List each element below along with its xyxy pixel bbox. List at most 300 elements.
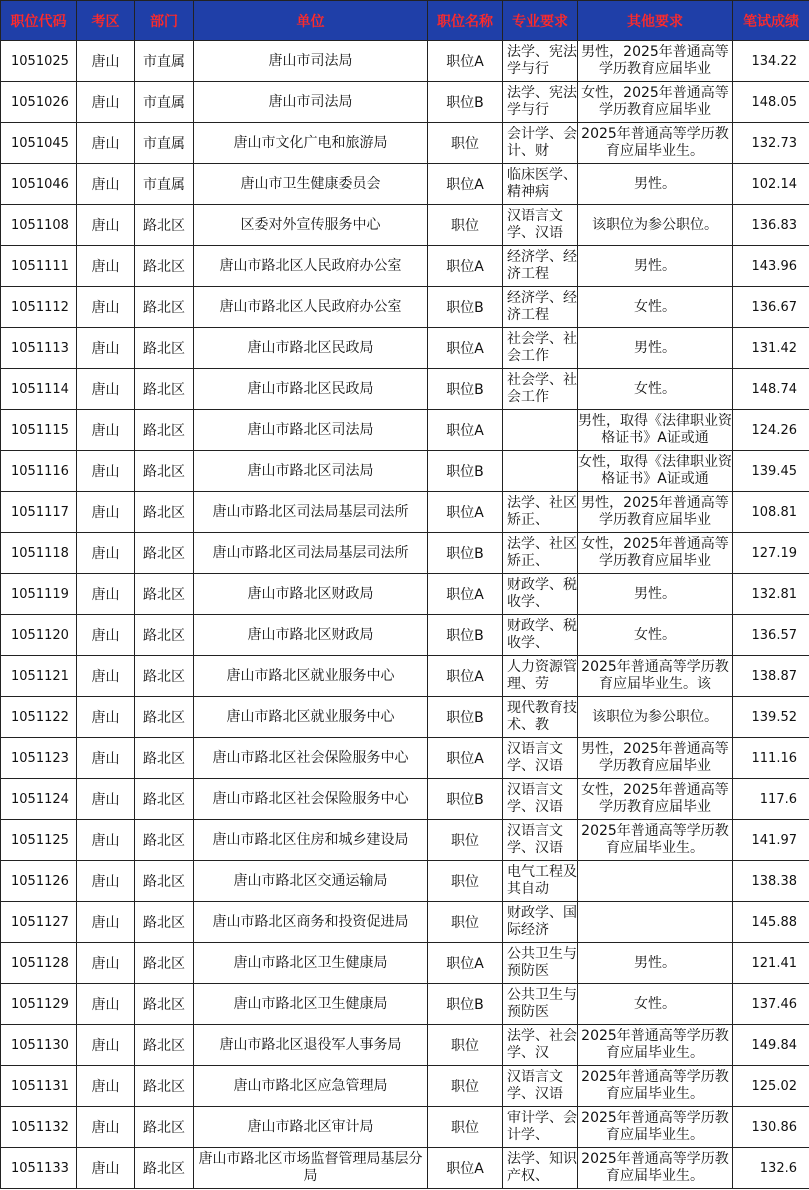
cell-code: 1051129 [1, 984, 77, 1025]
table-row [1, 82, 809, 123]
cell-other [578, 1107, 733, 1148]
cell-position: 职位B [428, 697, 503, 738]
cell-major-text: 汉语言文学、汉语 [507, 782, 563, 815]
cell-area: 唐山 [77, 1148, 135, 1189]
cell-code: 1051112 [1, 287, 77, 328]
cell-other [578, 123, 733, 164]
cell-other [578, 369, 733, 410]
table-row [1, 902, 809, 943]
cell-dept: 路北区 [135, 492, 194, 533]
cell-major-text: 社会学、社会工作 [507, 372, 577, 405]
cell-major [503, 861, 578, 902]
cell-unit: 唐山市路北区人民政府办公室 [194, 287, 428, 328]
cell-unit: 唐山市路北区就业服务中心 [194, 697, 428, 738]
cell-major [503, 410, 578, 451]
header-unit: 单位 [194, 1, 428, 41]
cell-other [578, 41, 733, 82]
cell-major-text: 汉语言文学、汉语 [507, 1069, 563, 1102]
cell-other-text: 男性，2025年普通高等学历教育应届毕业 [581, 44, 729, 77]
cell-major [503, 369, 578, 410]
header-score: 笔试成绩 [733, 1, 809, 41]
cell-code: 1051118 [1, 533, 77, 574]
cell-major [503, 1148, 578, 1189]
cell-position: 职位B [428, 451, 503, 492]
cell-area: 唐山 [77, 738, 135, 779]
cell-score: 127.19 [733, 533, 809, 574]
cell-other-text: 女性，2025年普通高等学历教育应届毕业 [581, 536, 729, 569]
cell-major-text: 电气工程及其自动 [507, 864, 577, 897]
cell-area: 唐山 [77, 779, 135, 820]
cell-major-text: 法学、社区矫正、 [507, 536, 577, 569]
cell-area: 唐山 [77, 1025, 135, 1066]
cell-major [503, 328, 578, 369]
table-row [1, 1107, 809, 1148]
cell-score: 121.41 [733, 943, 809, 984]
cell-code: 1051127 [1, 902, 77, 943]
cell-dept: 市直属 [135, 41, 194, 82]
cell-dept: 路北区 [135, 287, 194, 328]
cell-major [503, 205, 578, 246]
table-row [1, 1148, 809, 1189]
cell-major-text: 会计学、会计、财 [507, 126, 577, 159]
cell-other-text: 2025年普通高等学历教育应届毕业生。 [581, 823, 729, 856]
cell-major-text: 经济学、经济工程 [507, 249, 577, 282]
cell-dept: 路北区 [135, 984, 194, 1025]
cell-area: 唐山 [77, 369, 135, 410]
cell-area: 唐山 [77, 328, 135, 369]
cell-major [503, 492, 578, 533]
cell-major [503, 820, 578, 861]
cell-other [578, 246, 733, 287]
cell-major [503, 1066, 578, 1107]
cell-code: 1051117 [1, 492, 77, 533]
cell-other-text: 2025年普通高等学历教育应届毕业生。该 [581, 659, 729, 692]
cell-dept: 路北区 [135, 820, 194, 861]
cell-other-text: 男性。 [634, 585, 676, 602]
table-row [1, 287, 809, 328]
cell-unit: 唐山市路北区退役军人事务局 [194, 1025, 428, 1066]
cell-position: 职位B [428, 779, 503, 820]
cell-position: 职位B [428, 369, 503, 410]
cell-position: 职位 [428, 205, 503, 246]
cell-other [578, 82, 733, 123]
cell-score: 141.97 [733, 820, 809, 861]
cell-code: 1051113 [1, 328, 77, 369]
cell-dept: 路北区 [135, 205, 194, 246]
cell-score: 139.45 [733, 451, 809, 492]
cell-major [503, 287, 578, 328]
table-row [1, 943, 809, 984]
cell-score: 117.6 [733, 779, 809, 820]
cell-code: 1051132 [1, 1107, 77, 1148]
header-major: 专业要求 [503, 1, 578, 41]
cell-major [503, 943, 578, 984]
header-row [1, 1, 809, 41]
cell-score: 137.46 [733, 984, 809, 1025]
cell-other [578, 697, 733, 738]
cell-other-text: 该职位为参公职位。 [592, 708, 718, 725]
cell-dept: 路北区 [135, 861, 194, 902]
cell-major-text: 财政学、国际经济 [507, 905, 577, 938]
header-code: 职位代码 [1, 1, 77, 41]
cell-area: 唐山 [77, 984, 135, 1025]
cell-other [578, 902, 733, 943]
cell-dept: 路北区 [135, 1066, 194, 1107]
cell-score: 134.22 [733, 41, 809, 82]
cell-other-text: 2025年普通高等学历教育应届毕业生。 [581, 1151, 729, 1184]
cell-position: 职位B [428, 82, 503, 123]
cell-area: 唐山 [77, 451, 135, 492]
cell-major [503, 82, 578, 123]
cell-code: 1051133 [1, 1148, 77, 1189]
cell-code: 1051116 [1, 451, 77, 492]
cell-other [578, 1025, 733, 1066]
table-row [1, 656, 809, 697]
cell-major-text: 财政学、税收学、 [507, 577, 577, 610]
cell-major [503, 902, 578, 943]
cell-score: 143.96 [733, 246, 809, 287]
table-row [1, 205, 809, 246]
table-row [1, 861, 809, 902]
cell-major-text: 现代教育技术、教 [507, 700, 577, 733]
cell-other [578, 656, 733, 697]
cell-score: 138.87 [733, 656, 809, 697]
cell-dept: 路北区 [135, 533, 194, 574]
cell-other [578, 492, 733, 533]
cell-dept: 路北区 [135, 943, 194, 984]
table-row [1, 410, 809, 451]
cell-position: 职位B [428, 615, 503, 656]
table-row [1, 533, 809, 574]
cell-major-text: 社会学、社会工作 [507, 331, 577, 364]
cell-other [578, 943, 733, 984]
cell-position: 职位 [428, 123, 503, 164]
cell-other-text: 女性。 [634, 380, 676, 397]
cell-code: 1051122 [1, 697, 77, 738]
cell-unit: 唐山市路北区司法局 [194, 451, 428, 492]
cell-score: 132.81 [733, 574, 809, 615]
cell-score: 139.52 [733, 697, 809, 738]
cell-position: 职位A [428, 328, 503, 369]
cell-major-text: 临床医学、精神病 [507, 167, 577, 200]
cell-position: 职位A [428, 656, 503, 697]
cell-other [578, 779, 733, 820]
cell-dept: 路北区 [135, 779, 194, 820]
header-other: 其他要求 [578, 1, 733, 41]
cell-unit: 唐山市路北区民政局 [194, 328, 428, 369]
cell-area: 唐山 [77, 287, 135, 328]
cell-unit: 唐山市路北区审计局 [194, 1107, 428, 1148]
cell-unit: 唐山市卫生健康委员会 [194, 164, 428, 205]
cell-code: 1051124 [1, 779, 77, 820]
cell-major-text: 法学、宪法学与行 [507, 44, 577, 77]
cell-unit: 唐山市路北区应急管理局 [194, 1066, 428, 1107]
table-row [1, 738, 809, 779]
cell-other [578, 287, 733, 328]
cell-dept: 路北区 [135, 615, 194, 656]
cell-position: 职位A [428, 246, 503, 287]
cell-code: 1051130 [1, 1025, 77, 1066]
cell-other-text: 女性，2025年普通高等学历教育应届毕业 [581, 85, 729, 118]
cell-code: 1051025 [1, 41, 77, 82]
cell-major [503, 656, 578, 697]
cell-code: 1051108 [1, 205, 77, 246]
table-row [1, 1025, 809, 1066]
cell-code: 1051125 [1, 820, 77, 861]
cell-unit: 唐山市司法局 [194, 41, 428, 82]
table-row [1, 820, 809, 861]
cell-code: 1051046 [1, 164, 77, 205]
table-row [1, 574, 809, 615]
cell-score: 138.38 [733, 861, 809, 902]
cell-area: 唐山 [77, 943, 135, 984]
cell-dept: 市直属 [135, 164, 194, 205]
cell-major-text: 汉语言文学、汉语 [507, 741, 563, 774]
cell-area: 唐山 [77, 123, 135, 164]
cell-major-text: 审计学、会计学、 [507, 1110, 577, 1143]
cell-major [503, 574, 578, 615]
cell-unit: 唐山市路北区商务和投资促进局 [194, 902, 428, 943]
cell-position: 职位 [428, 1107, 503, 1148]
table-row [1, 615, 809, 656]
cell-unit: 唐山市路北区司法局基层司法所 [194, 492, 428, 533]
cell-major [503, 697, 578, 738]
cell-position: 职位 [428, 902, 503, 943]
cell-unit: 唐山市路北区卫生健康局 [194, 984, 428, 1025]
cell-major [503, 164, 578, 205]
cell-other [578, 861, 733, 902]
cell-other [578, 451, 733, 492]
cell-position: 职位B [428, 984, 503, 1025]
cell-position: 职位 [428, 861, 503, 902]
cell-position: 职位B [428, 287, 503, 328]
cell-unit: 唐山市路北区就业服务中心 [194, 656, 428, 697]
cell-other-text: 2025年普通高等学历教育应届毕业生。 [581, 1069, 729, 1102]
cell-other [578, 615, 733, 656]
table-row [1, 451, 809, 492]
cell-score: 132.6 [733, 1148, 809, 1189]
cell-unit: 唐山市路北区交通运输局 [194, 861, 428, 902]
cell-area: 唐山 [77, 1107, 135, 1148]
table-row [1, 164, 809, 205]
cell-dept: 路北区 [135, 451, 194, 492]
cell-area: 唐山 [77, 656, 135, 697]
cell-code: 1051120 [1, 615, 77, 656]
cell-other [578, 205, 733, 246]
cell-unit: 区委对外宣传服务中心 [194, 205, 428, 246]
cell-major [503, 615, 578, 656]
cell-dept: 路北区 [135, 328, 194, 369]
cell-major [503, 533, 578, 574]
cell-other-text: 女性，2025年普通高等学历教育应届毕业 [581, 782, 729, 815]
cell-other [578, 1148, 733, 1189]
cell-dept: 路北区 [135, 656, 194, 697]
cell-unit: 唐山市路北区民政局 [194, 369, 428, 410]
cell-position: 职位 [428, 820, 503, 861]
cell-major-text: 人力资源管理、劳 [507, 659, 577, 692]
cell-score: 124.26 [733, 410, 809, 451]
cell-code: 1051045 [1, 123, 77, 164]
cell-major-text: 汉语言文学、汉语 [507, 823, 563, 856]
cell-major [503, 1107, 578, 1148]
cell-code: 1051121 [1, 656, 77, 697]
cell-position: 职位A [428, 410, 503, 451]
cell-position: 职位A [428, 738, 503, 779]
cell-major-text: 法学、社区矫正、 [507, 495, 577, 528]
cell-position: 职位A [428, 943, 503, 984]
table-row [1, 779, 809, 820]
cell-area: 唐山 [77, 820, 135, 861]
cell-other-text: 男性。 [634, 954, 676, 971]
cell-position: 职位 [428, 1066, 503, 1107]
cell-major-text: 汉语言文学、汉语 [507, 208, 563, 241]
cell-other [578, 574, 733, 615]
cell-unit: 唐山市路北区司法局基层司法所 [194, 533, 428, 574]
cell-other-text: 男性。 [634, 339, 676, 356]
cell-score: 136.67 [733, 287, 809, 328]
cell-area: 唐山 [77, 861, 135, 902]
cell-major [503, 1025, 578, 1066]
cell-position: 职位A [428, 164, 503, 205]
cell-dept: 路北区 [135, 1107, 194, 1148]
cell-dept: 路北区 [135, 410, 194, 451]
cell-unit: 唐山市路北区司法局 [194, 410, 428, 451]
cell-position: 职位A [428, 1148, 503, 1189]
header-dept: 部门 [135, 1, 194, 41]
cell-other [578, 328, 733, 369]
table-row [1, 369, 809, 410]
cell-other-text: 男性，取得《法律职业资格证书》A证或通 [578, 413, 732, 446]
cell-area: 唐山 [77, 492, 135, 533]
cell-other-text: 该职位为参公职位。 [592, 216, 718, 233]
cell-score: 130.86 [733, 1107, 809, 1148]
cell-other-text: 2025年普通高等学历教育应届毕业生。 [581, 1110, 729, 1143]
cell-score: 131.42 [733, 328, 809, 369]
cell-area: 唐山 [77, 574, 135, 615]
cell-dept: 路北区 [135, 574, 194, 615]
table-row [1, 41, 809, 82]
cell-position: 职位 [428, 1025, 503, 1066]
cell-score: 145.88 [733, 902, 809, 943]
cell-major [503, 246, 578, 287]
cell-position: 职位A [428, 41, 503, 82]
cell-dept: 市直属 [135, 82, 194, 123]
cell-code: 1051119 [1, 574, 77, 615]
cell-dept: 市直属 [135, 123, 194, 164]
cell-unit: 唐山市文化广电和旅游局 [194, 123, 428, 164]
cell-major-text: 公共卫生与预防医 [507, 987, 577, 1020]
cell-dept: 路北区 [135, 738, 194, 779]
table-row [1, 984, 809, 1025]
cell-dept: 路北区 [135, 1148, 194, 1189]
cell-major-text: 公共卫生与预防医 [507, 946, 577, 979]
cell-area: 唐山 [77, 902, 135, 943]
cell-other-text: 2025年普通高等学历教育应届毕业生。 [581, 1028, 729, 1061]
cell-dept: 路北区 [135, 697, 194, 738]
cell-major [503, 779, 578, 820]
cell-unit: 唐山市路北区人民政府办公室 [194, 246, 428, 287]
cell-major [503, 123, 578, 164]
cell-area: 唐山 [77, 82, 135, 123]
cell-other [578, 1066, 733, 1107]
cell-score: 148.05 [733, 82, 809, 123]
cell-other-text: 男性，2025年普通高等学历教育应届毕业 [581, 495, 729, 528]
cell-score: 102.14 [733, 164, 809, 205]
cell-code: 1051026 [1, 82, 77, 123]
cell-major [503, 41, 578, 82]
cell-major-text: 财政学、税收学、 [507, 618, 577, 651]
cell-position: 职位B [428, 533, 503, 574]
cell-code: 1051126 [1, 861, 77, 902]
cell-area: 唐山 [77, 246, 135, 287]
cell-code: 1051131 [1, 1066, 77, 1107]
cell-score: 148.74 [733, 369, 809, 410]
cell-other [578, 164, 733, 205]
cell-unit: 唐山市路北区财政局 [194, 574, 428, 615]
cell-area: 唐山 [77, 410, 135, 451]
cell-dept: 路北区 [135, 369, 194, 410]
cell-code: 1051114 [1, 369, 77, 410]
cell-score: 136.57 [733, 615, 809, 656]
cell-other [578, 738, 733, 779]
cell-other [578, 533, 733, 574]
table-row [1, 697, 809, 738]
cell-unit: 唐山市路北区卫生健康局 [194, 943, 428, 984]
cell-unit: 唐山市路北区住房和城乡建设局 [194, 820, 428, 861]
cell-dept: 路北区 [135, 902, 194, 943]
cell-other-text: 女性。 [634, 626, 676, 643]
cell-major-text: 法学、宪法学与行 [507, 85, 577, 118]
cell-unit: 唐山市路北区社会保险服务中心 [194, 738, 428, 779]
cell-unit: 唐山市路北区市场监督管理局基层分局 [194, 1148, 428, 1189]
cell-other-text: 2025年普通高等学历教育应届毕业生。 [581, 126, 729, 159]
header-area: 考区 [77, 1, 135, 41]
cell-other-text: 女性。 [634, 995, 676, 1012]
cell-area: 唐山 [77, 41, 135, 82]
cell-code: 1051128 [1, 943, 77, 984]
cell-other-text: 男性，2025年普通高等学历教育应届毕业 [581, 741, 729, 774]
header-position: 职位名称 [428, 1, 503, 41]
cell-major-text: 经济学、经济工程 [507, 290, 577, 323]
cell-major [503, 451, 578, 492]
cell-code: 1051123 [1, 738, 77, 779]
cell-unit: 唐山市路北区财政局 [194, 615, 428, 656]
table-row [1, 492, 809, 533]
table-row [1, 1066, 809, 1107]
cell-other-text: 男性。 [634, 175, 676, 192]
cell-other [578, 410, 733, 451]
cell-code: 1051111 [1, 246, 77, 287]
cell-score: 132.73 [733, 123, 809, 164]
cell-score: 149.84 [733, 1025, 809, 1066]
cell-position: 职位A [428, 574, 503, 615]
cell-area: 唐山 [77, 615, 135, 656]
cell-other-text: 女性。 [634, 298, 676, 315]
table-row [1, 328, 809, 369]
table-row [1, 246, 809, 287]
cell-dept: 路北区 [135, 1025, 194, 1066]
cell-area: 唐山 [77, 164, 135, 205]
cell-unit: 唐山市司法局 [194, 82, 428, 123]
cell-other [578, 984, 733, 1025]
cell-dept: 路北区 [135, 246, 194, 287]
cell-score: 125.02 [733, 1066, 809, 1107]
cell-major [503, 984, 578, 1025]
cell-area: 唐山 [77, 205, 135, 246]
cell-code: 1051115 [1, 410, 77, 451]
cell-other [578, 820, 733, 861]
cell-major [503, 738, 578, 779]
